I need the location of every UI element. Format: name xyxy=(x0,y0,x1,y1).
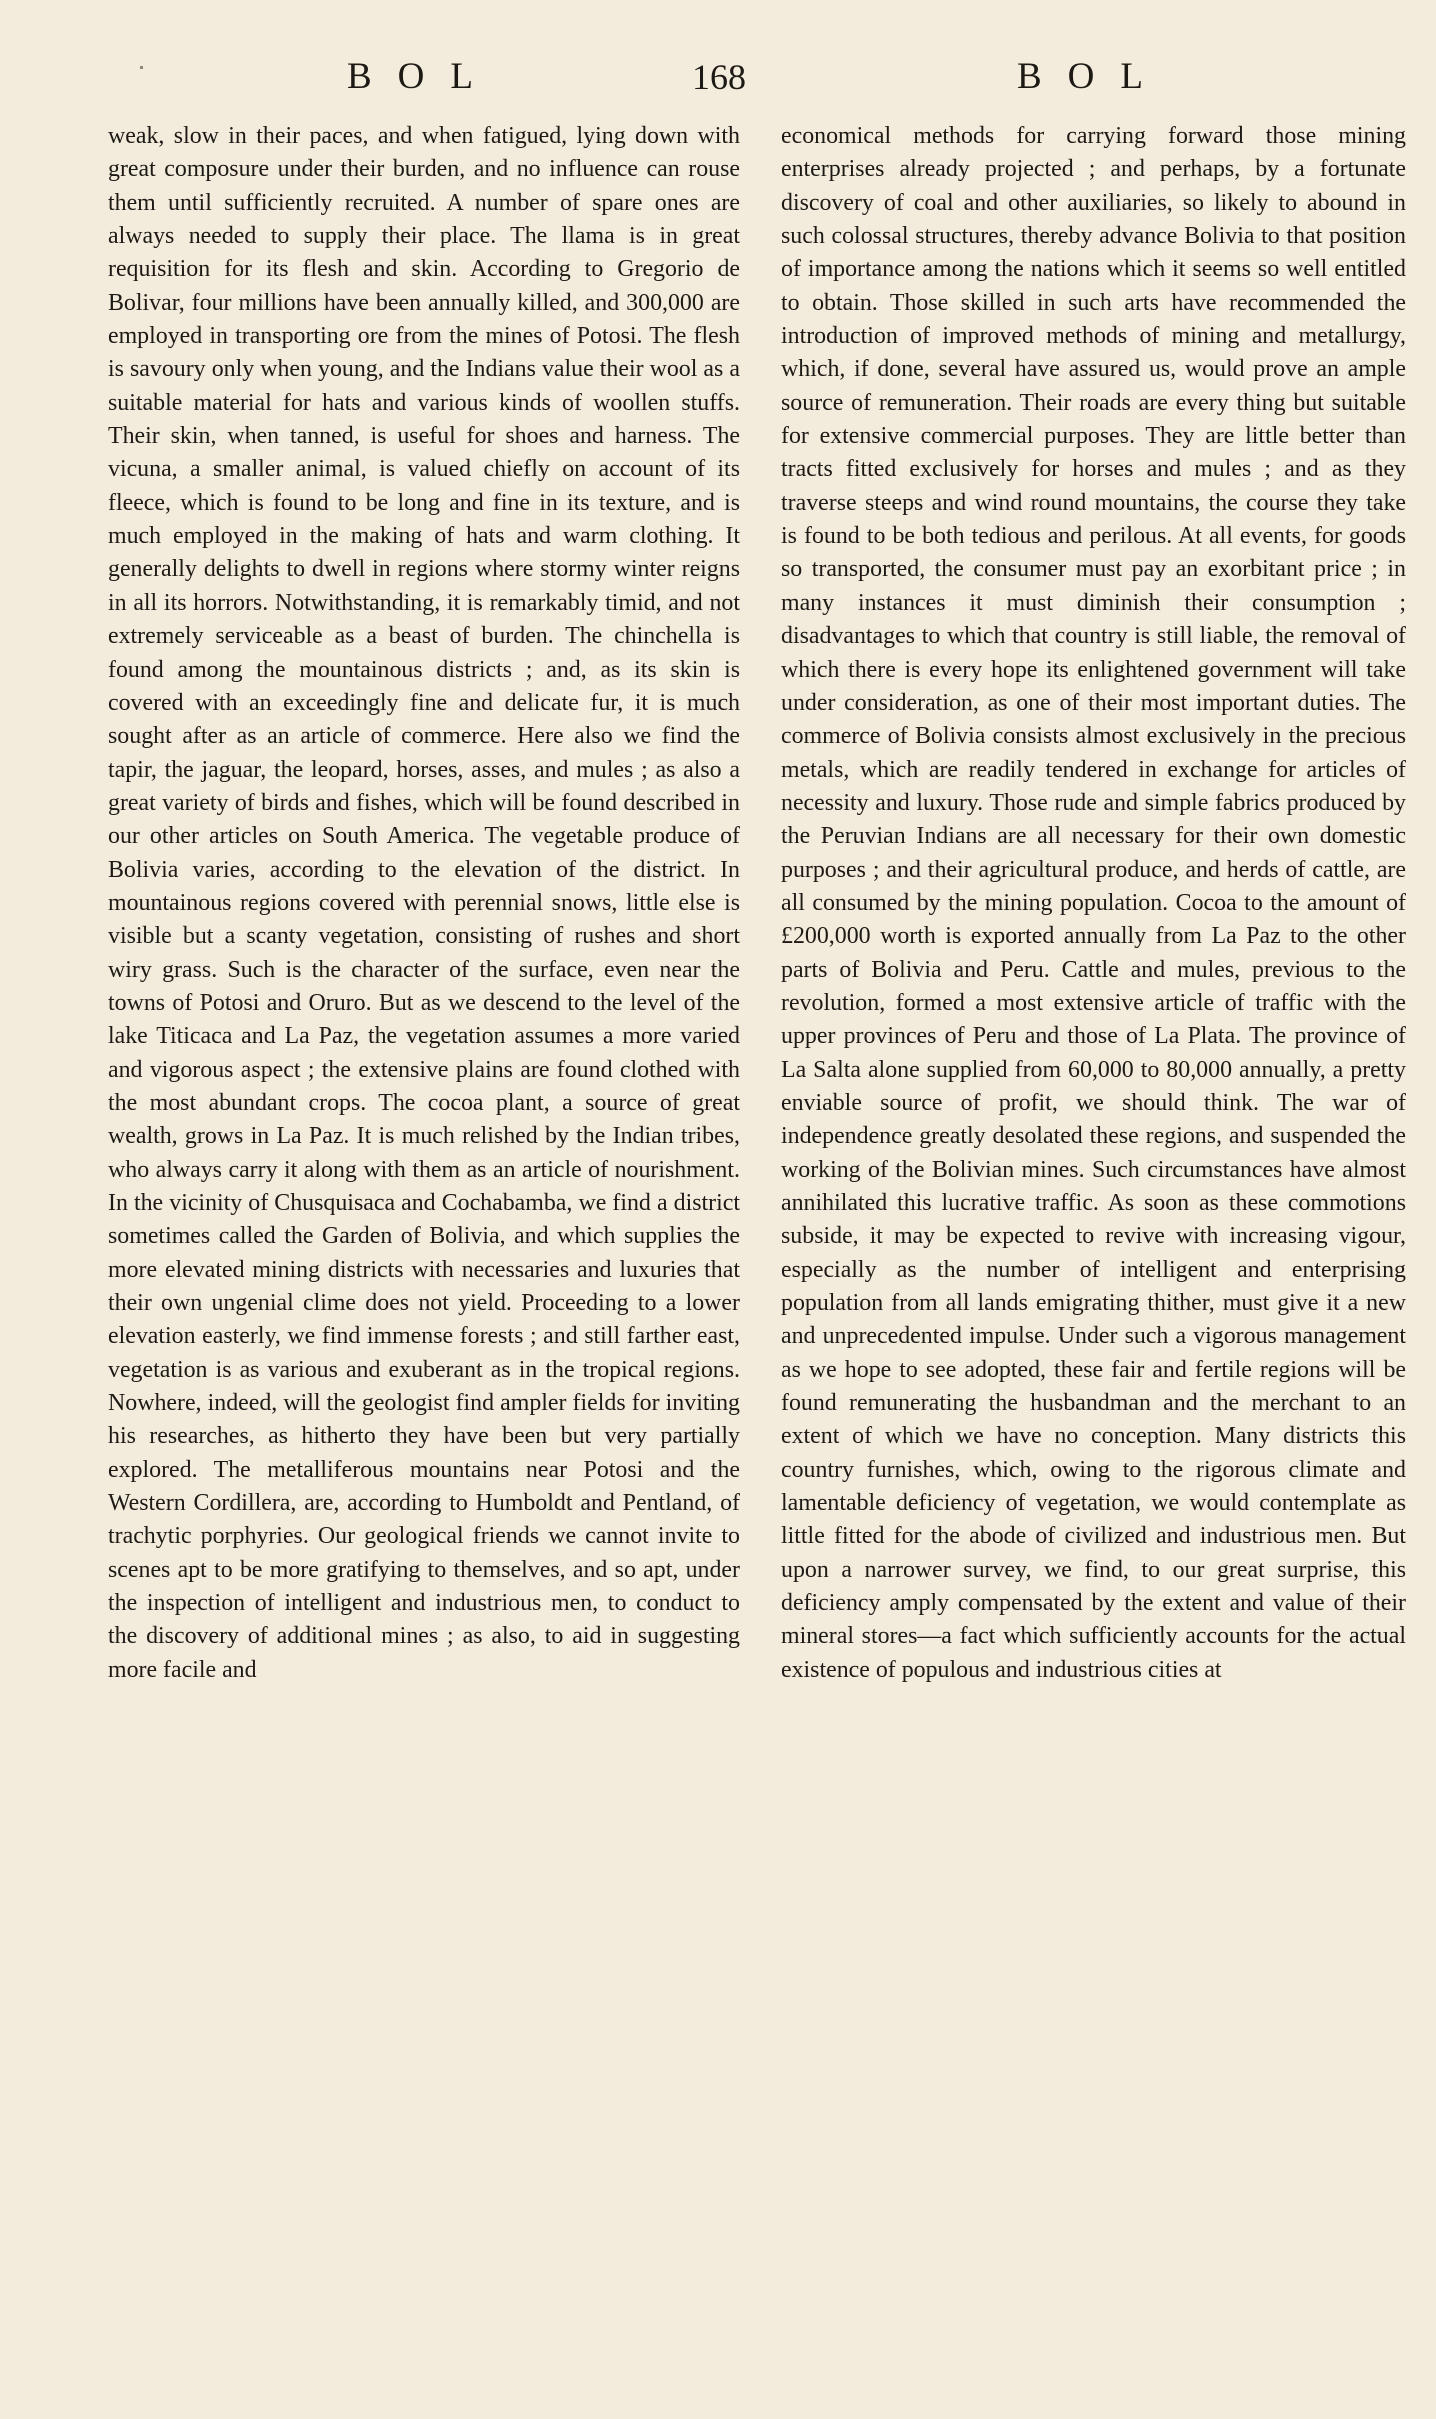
page-number: 168 xyxy=(692,57,746,97)
left-column-text: weak, slow in their paces, and when fatigued, lying down with great composure under their burden, and no influence can rouse them until sufficiently recruited. A number of spare ones are always needed to supply their place. The llama is in great requisition for its flesh and skin. According to Gregorio de Bolivar, four millions have been annually killed, and 300,000 are employed in transporting ore from the mines of Potosi. The flesh is savoury only when young, and the Indians value their wool as a suitable material for hats and various kinds of woollen stuffs. Their skin, when tanned, is useful for shoes and harness. The vicuna, a smaller animal, is valued chiefly on account of its fleece, which is found to be long and fine in its texture, and is much employed in the making of hats and warm clothing. It generally delights to dwell in regions where stormy winter reigns in all its horrors. Notwithstanding, it is remarkably timid, and not extremely serviceable as a beast of burden. The chinchella is found among the mountainous districts ; and, as its skin is covered with an exceedingly fine and delicate fur, it is much sought after as an article of commerce. Here also we find the tapir, the jaguar, the leopard, horses, asses, and mules ; as also a great variety of birds and fishes, which will be found described in our other articles on South America. The vegetable produce of Bolivia varies, according to the elevation of the district. In mountainous regions covered with perennial snows, little else is visible but a scanty vegetation, consisting of rushes and short wiry grass. Such is the character of the surface, even near the towns of Potosi and Oruro. But as we descend to the level of the lake Titicaca and La Paz, the vegetation assumes a more varied and vigorous aspect ; the extensive plains are found clothed with the most abundant crops. The cocoa plant, a source of great wealth, grows in La Paz. It is much relished by the Indian tribes, who always carry it along with them as an article of nourishment. In the vicinity of Chusquisaca and Cochabamba, we find a district sometimes called the Garden of Bolivia, and which supplies the more elevated mining districts with necessaries and luxuries that their own ungenial clime does not yield. Proceeding to a lower elevation easterly, we find immense forests ; and still farther east, vegetation is as various and exuberant as in the tropical regions. Nowhere, indeed, will the geologist find ampler fields for inviting his researches, as hitherto they have been but very partially explored. The metalliferous mountains near Potosi and the Western Cordillera, are, according to Humboldt and Pentland, of trachytic porphyries. Our geological friends we cannot invite to scenes apt to be more gratifying to themselves, and so apt, under the inspection of intelligent and industrious men, to conduct to the discovery of additional mines ; as also, to aid in suggesting more facile and xyxy=(108,123,740,1683)
right-column xyxy=(781,120,1406,1687)
running-header xyxy=(0,52,1436,102)
header-right-word: BOL xyxy=(1017,56,1169,97)
header-left-word: BOL xyxy=(347,56,499,97)
right-column-text: economical methods for carrying forward those mining enterprises already projected ; and perhaps, by a fortunate discovery of coal and other auxiliaries, so likely to abound in such colossal structures, thereby advance Bolivia to that position of importance among the nations which it seems so well entitled to obtain. Those skilled in such arts have recommended the introduction of improved methods of mining and metallurgy, which, if done, several have assured us, would prove an ample source of remuneration. Their roads are every thing but suitable for extensive commercial purposes. They are little better than tracts fitted exclusively for horses and mules ; and as they traverse steeps and wind round mountains, the course they take is found to be both tedious and perilous. At all events, for goods so transported, the consumer must pay an exorbitant price ; in many instances it must diminish their consumption ; disadvantages to which that country is still liable, the removal of which there is every hope its enlightened government will take under consideration, as one of their most important duties. The commerce of Bolivia consists almost exclusively in the precious metals, which are readily tendered in exchange for articles of necessity and luxury. Those rude and simple fabrics produced by the Peruvian Indians are all necessary for their own domestic purposes ; and their agricultural produce, and herds of cattle, are all consumed by the mining population. Cocoa to the amount of £200,000 worth is exported annually from La Paz to the other parts of Bolivia and Peru. Cattle and mules, previous to the revolution, formed a most extensive article of traffic with the upper provinces of Peru and those of La Plata. The province of La Salta alone supplied from 60,000 to 80,000 annually, a pretty enviable source of profit, we should think. The war of independence greatly desolated these regions, and suspended the working of the Bolivian mines. Such circumstances have almost annihilated this lucrative traffic. As soon as these commotions subside, it may be expected to revive with increasing vigour, especially as the number of intelligent and enterprising population from all lands emigrating thither, must give it a new and unprecedented impulse. Under such a vigorous management as we hope to see adopted, these fair and fertile regions will be found remunerating the husbandman and the merchant to an extent of which we have no conception. Many districts this country furnishes, which, owing to the rigorous climate and lamentable deficiency of vegetation, we would contemplate as little fitted for the abode of civilized and industrious men. But upon a narrower survey, we find, to our great surprise, this deficiency amply compensated by the extent and value of their mineral stores—a fact which sufficiently accounts for the actual existence of populous and industrious cities at xyxy=(781,123,1406,1683)
left-column xyxy=(108,120,740,1687)
